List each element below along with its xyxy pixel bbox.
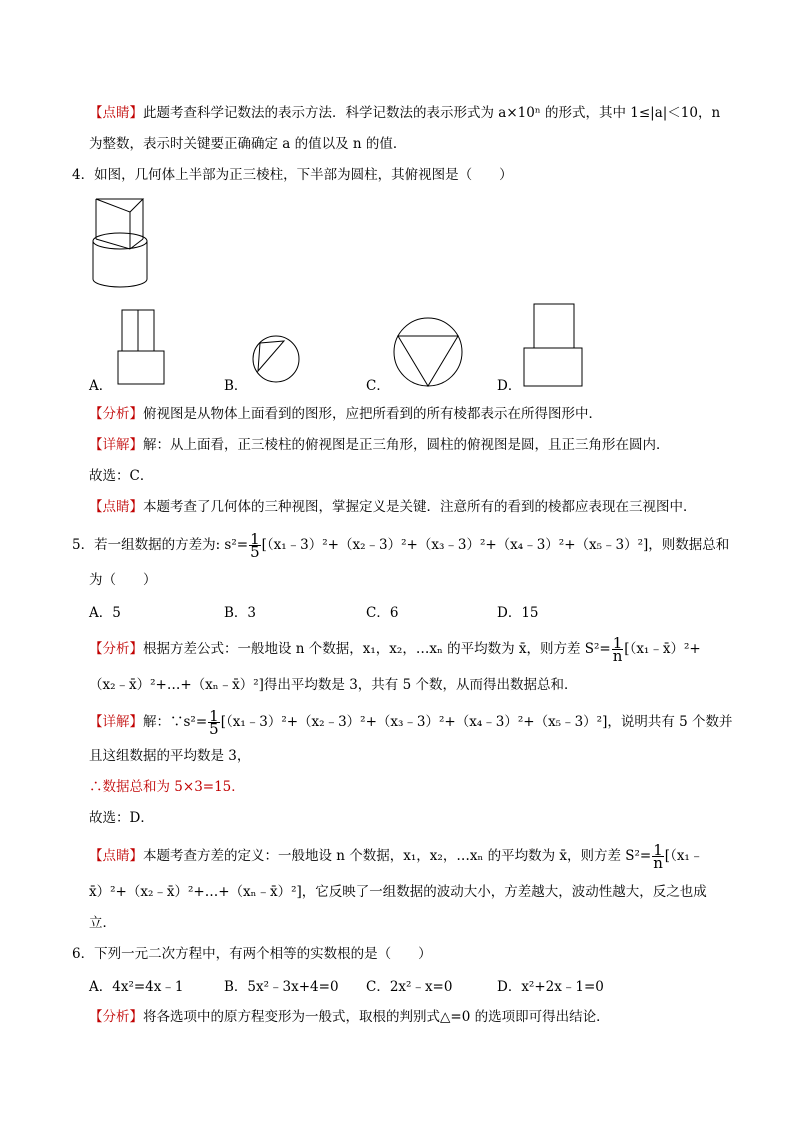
- q5-detail-c: 且这组数据的平均数是 3，: [89, 748, 251, 764]
- q5-comment-d: 立．: [89, 915, 116, 931]
- q5-comment-b: [（x₁﹣: [664, 848, 704, 864]
- dianjing-tag: 【点睛】: [89, 105, 143, 121]
- q5-stem-b: [（x₁﹣3）²+（x₂﹣3）²+（x₃﹣3）²+（x₄﹣3）²+（x₅﹣3）²]，则数据总和: [261, 537, 730, 553]
- dianjing-tag: 【点睛】: [89, 499, 143, 515]
- q5-therefore: ∴数据总和为 5×3=15．: [89, 779, 245, 795]
- q4-detail: [89, 435, 670, 455]
- fenxi-tag: 【分析】: [89, 406, 143, 422]
- dianjing-3-line-2: 为整数，表示时关键要正确确定 a 的值以及 n 的值．: [89, 136, 407, 152]
- q4-option-d-label: D．: [497, 378, 522, 394]
- q5-detail-a: 解：∵s²=: [143, 714, 208, 730]
- dianjing-tag: 【点睛】: [89, 848, 143, 864]
- q5-analysis-fraction: [612, 634, 624, 665]
- q6-analysis: [89, 1007, 610, 1027]
- q4-option-c-label: C．: [366, 378, 390, 394]
- q4-option-b-label: B．: [224, 378, 248, 394]
- q5-stem: [72, 530, 730, 561]
- q6-option-c: C．2x²﹣x=0: [366, 979, 453, 995]
- q5-analysis-a: 根据方差公式：一般地设 n 个数据，x₁，x₂，…xₙ 的平均数为 x̄，则方差 S²=: [143, 641, 611, 657]
- q4-analysis-text: 俯视图是从物体上面看到的图形，应把所看到的所有棱都表示在所得图形中．: [143, 406, 602, 422]
- xiangjie-tag: 【详解】: [89, 437, 143, 453]
- dianjing-3-line-1: [89, 103, 720, 123]
- q6-stem: 6．下列一元二次方程中，有两个相等的实数根的是（ ）: [72, 946, 432, 962]
- fenxi-tag: 【分析】: [89, 641, 143, 657]
- frac-numerator: 1: [250, 530, 260, 548]
- q6-option-b: B．5x²﹣3x+4=0: [224, 979, 339, 995]
- q4-option-a-figure: [118, 310, 168, 386]
- q5-analysis-b: [（x₁﹣x̄）²+: [624, 641, 701, 657]
- q4-detail-text: 解：从上面看，正三棱柱的俯视图是正三角形，圆柱的俯视图是圆，且正三角形在圆内．: [143, 437, 670, 453]
- q5-analysis: [89, 634, 701, 665]
- q5-detail-b: [（x₁﹣3）²+（x₂﹣3）²+（x₃﹣3）²+（x₄﹣3）²+（x₅﹣3）²]，说明共有 5 个数并: [220, 714, 733, 730]
- xiangjie-tag: 【详解】: [89, 714, 143, 730]
- q5-stem-a: 5．若一组数据的方差为: s²=: [72, 537, 249, 553]
- q5-option-c: C．6: [366, 605, 399, 621]
- q5-comment-fraction: [652, 841, 664, 872]
- q5-detail: [89, 707, 733, 738]
- frac-numerator: 1: [653, 841, 663, 859]
- q5-detail-fraction: [208, 707, 220, 738]
- q4-option-b-figure: [250, 335, 306, 385]
- q4-option-c-figure: [392, 316, 464, 388]
- frac-denominator: 5: [209, 720, 219, 738]
- q5-stem-fraction: [249, 530, 261, 561]
- q4-comment-text: 本题考查了几何体的三种视图，掌握定义是关键．注意所有的看到的棱都应表现在三视图中．: [143, 499, 697, 515]
- q5-option-a: A．5: [89, 605, 121, 621]
- fenxi-tag: 【分析】: [89, 1009, 143, 1025]
- q4-option-a-label: A．: [89, 378, 113, 394]
- q4-option-d-figure: [524, 304, 586, 388]
- q4-analysis: [89, 404, 602, 424]
- dianjing-3-text-1: 此题考查科学记数法的表示方法．科学记数法的表示形式为 a×10ⁿ 的形式，其中 1≤|a|＜10，n: [143, 105, 721, 121]
- q4-answer: 故选：C．: [89, 468, 154, 484]
- q5-comment-a: 本题考查方差的定义：一般地设 n 个数据，x₁，x₂，…xₙ 的平均数为 x̄，则方差 S²=: [143, 848, 652, 864]
- q5-option-b: B．3: [224, 605, 257, 621]
- frac-denominator: 5: [250, 543, 260, 561]
- q5-comment: [89, 841, 704, 872]
- frac-numerator: 1: [612, 634, 623, 652]
- q6-analysis-text: 将各选项中的原方程变形为一般式，取根的判别式△=0 的选项即可得出结论．: [143, 1009, 610, 1025]
- q6-option-a: A．4x²=4x﹣1: [89, 979, 184, 995]
- q5-analysis-c: （x₂﹣x̄）²+…+（xₙ﹣x̄）²]得出平均数是 3，共有 5 个数，从而得出数据总和．: [89, 677, 578, 693]
- frac-denominator: n: [653, 854, 663, 872]
- frac-denominator: n: [612, 647, 623, 665]
- q5-stem-c: 为（ ）: [89, 572, 157, 588]
- q4-solid-figure: [90, 197, 160, 292]
- q5-comment-c: x̄）²+（x₂﹣x̄）²+…+（xₙ﹣x̄）²]，它反映了一组数据的波动大小，方差越大，波动性越大，反之也成: [89, 884, 707, 900]
- q5-answer: 故选：D．: [89, 810, 154, 826]
- q4-stem: 4．如图，几何体上半部为正三棱柱，下半部为圆柱，其俯视图是（ ）: [72, 167, 513, 183]
- q5-option-d: D．15: [497, 605, 539, 621]
- frac-numerator: 1: [209, 707, 219, 725]
- q6-option-d: D．x²+2x﹣1=0: [497, 979, 604, 995]
- q4-comment: [89, 497, 697, 517]
